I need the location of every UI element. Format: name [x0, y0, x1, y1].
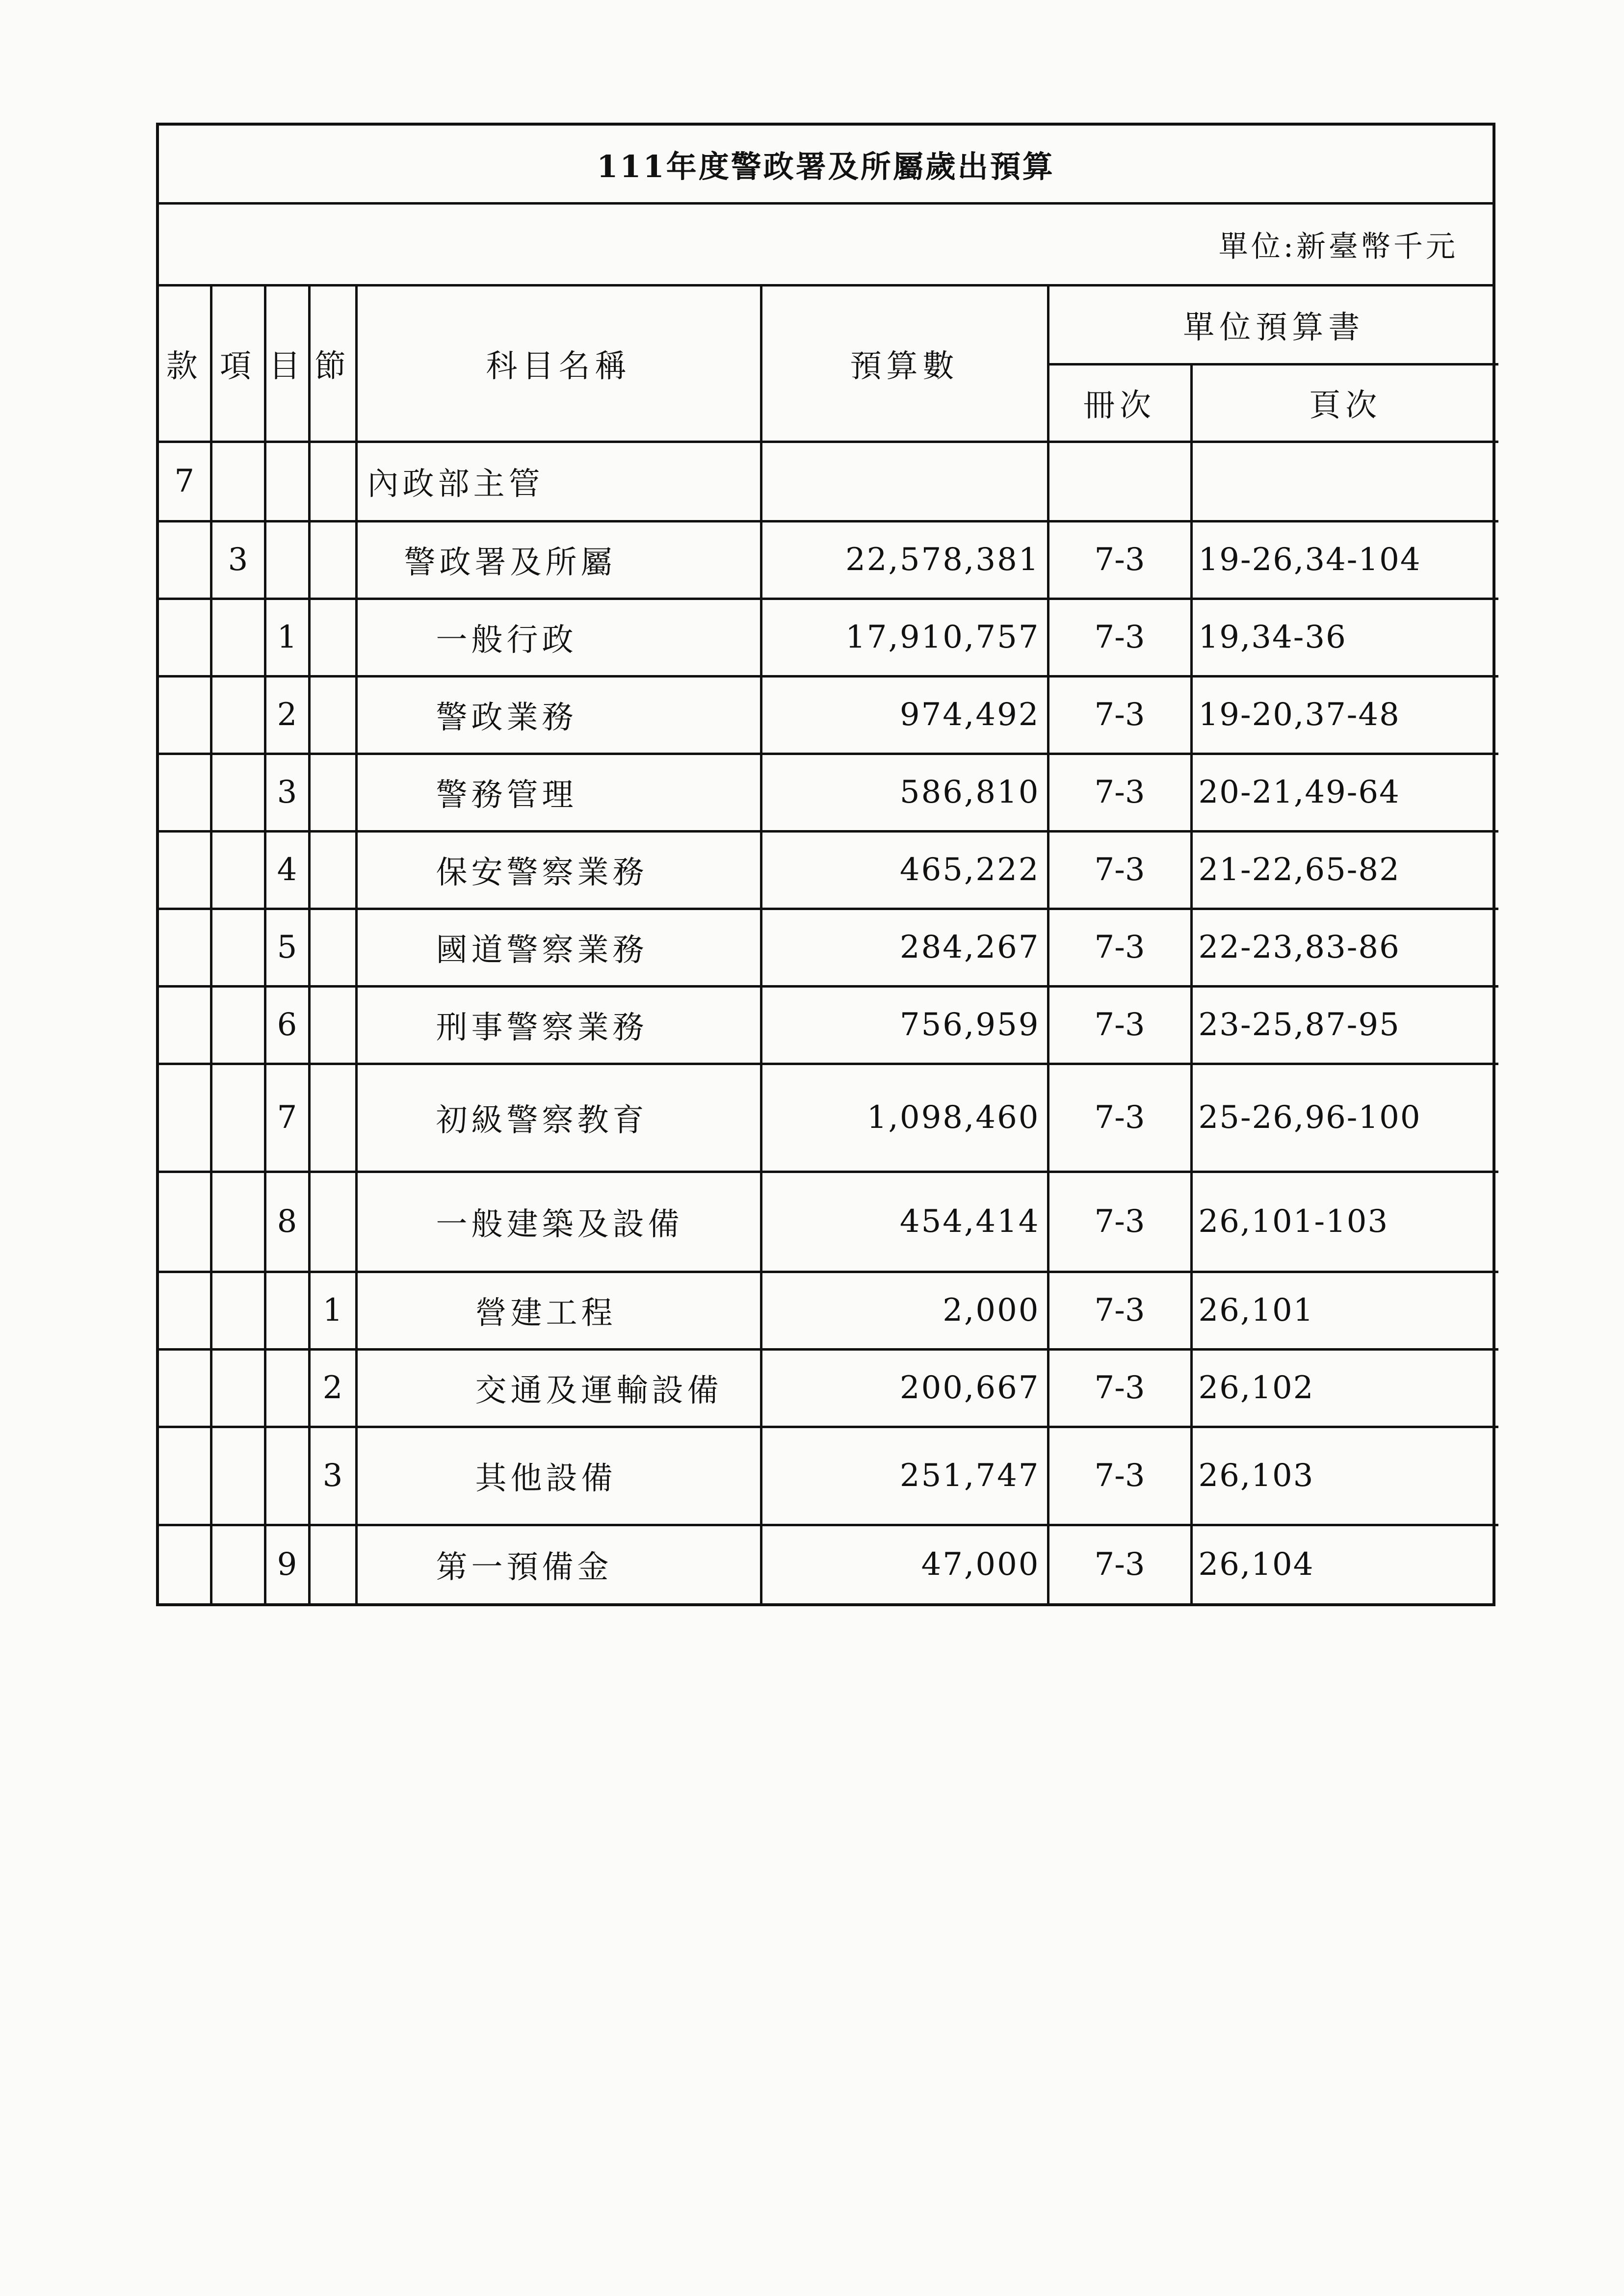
table-row	[159, 754, 1498, 831]
cell-kuan	[159, 1272, 211, 1349]
unit-note: 單位:新臺幣千元	[159, 205, 1493, 287]
cell-pages: 22-23,83-86	[1191, 909, 1498, 986]
cell-kuan	[159, 676, 211, 754]
cell-amount: 22,578,381	[761, 521, 1048, 599]
cell-xiang	[211, 1064, 265, 1172]
cell-xiang	[211, 442, 265, 521]
cell-volume: 7-3	[1048, 1064, 1191, 1172]
cell-volume: 7-3	[1048, 754, 1191, 831]
cell-pages: 26,101-103	[1191, 1172, 1498, 1272]
cell-pages: 19,34-36	[1191, 599, 1498, 676]
cell-mu	[265, 1349, 309, 1427]
cell-jie	[309, 754, 356, 831]
header-xiang: 項	[211, 287, 265, 442]
cell-name: 警務管理	[356, 754, 761, 831]
cell-xiang	[211, 676, 265, 754]
table-row	[159, 986, 1498, 1064]
header-kuan: 款	[159, 287, 211, 442]
cell-xiang	[211, 909, 265, 986]
cell-amount: 974,492	[761, 676, 1048, 754]
cell-kuan	[159, 986, 211, 1064]
table-row	[159, 1525, 1498, 1603]
table-row	[159, 1349, 1498, 1427]
cell-volume: 7-3	[1048, 909, 1191, 986]
cell-pages	[1191, 442, 1498, 521]
cell-name: 交通及運輸設備	[356, 1349, 761, 1427]
table-row	[159, 599, 1498, 676]
cell-mu	[265, 1427, 309, 1525]
header-mu: 目	[265, 287, 309, 442]
cell-amount	[761, 442, 1048, 521]
cell-pages: 19-20,37-48	[1191, 676, 1498, 754]
cell-volume: 7-3	[1048, 1172, 1191, 1272]
cell-amount: 200,667	[761, 1349, 1048, 1427]
cell-kuan	[159, 1427, 211, 1525]
cell-xiang	[211, 831, 265, 909]
table-row	[159, 1064, 1498, 1172]
header-jie: 節	[309, 287, 356, 442]
cell-volume: 7-3	[1048, 521, 1191, 599]
cell-amount: 1,098,460	[761, 1064, 1048, 1172]
cell-xiang: 3	[211, 521, 265, 599]
cell-mu: 6	[265, 986, 309, 1064]
cell-name: 營建工程	[356, 1272, 761, 1349]
cell-amount: 284,267	[761, 909, 1048, 986]
cell-volume: 7-3	[1048, 1525, 1191, 1603]
cell-volume: 7-3	[1048, 1272, 1191, 1349]
cell-jie	[309, 1525, 356, 1603]
cell-mu: 9	[265, 1525, 309, 1603]
cell-pages: 23-25,87-95	[1191, 986, 1498, 1064]
cell-name: 一般建築及設備	[356, 1172, 761, 1272]
cell-kuan: 7	[159, 442, 211, 521]
document-title: 111年度警政署及所屬歲出預算	[159, 126, 1493, 205]
header-unit-budget-book: 單位預算書	[1048, 287, 1498, 364]
cell-kuan	[159, 1349, 211, 1427]
cell-jie	[309, 831, 356, 909]
cell-pages: 19-26,34-104	[1191, 521, 1498, 599]
table-body	[159, 442, 1498, 1603]
cell-jie: 2	[309, 1349, 356, 1427]
cell-volume: 7-3	[1048, 676, 1191, 754]
header-amount: 預算數	[761, 287, 1048, 442]
cell-volume: 7-3	[1048, 599, 1191, 676]
cell-kuan	[159, 599, 211, 676]
cell-mu: 2	[265, 676, 309, 754]
cell-volume: 7-3	[1048, 1427, 1191, 1525]
cell-xiang	[211, 1427, 265, 1525]
cell-kuan	[159, 1172, 211, 1272]
cell-jie	[309, 599, 356, 676]
cell-name: 國道警察業務	[356, 909, 761, 986]
cell-mu: 8	[265, 1172, 309, 1272]
cell-name: 第一預備金	[356, 1525, 761, 1603]
cell-mu: 7	[265, 1064, 309, 1172]
cell-name: 內政部主管	[356, 442, 761, 521]
cell-kuan	[159, 521, 211, 599]
cell-kuan	[159, 1525, 211, 1603]
cell-amount: 586,810	[761, 754, 1048, 831]
table-row	[159, 1272, 1498, 1349]
cell-amount: 756,959	[761, 986, 1048, 1064]
cell-jie: 1	[309, 1272, 356, 1349]
cell-name: 警政署及所屬	[356, 521, 761, 599]
table-row	[159, 1427, 1498, 1525]
table-row	[159, 1172, 1498, 1272]
cell-jie	[309, 1064, 356, 1172]
cell-mu: 3	[265, 754, 309, 831]
cell-pages: 21-22,65-82	[1191, 831, 1498, 909]
cell-amount: 251,747	[761, 1427, 1048, 1525]
cell-name: 初級警察教育	[356, 1064, 761, 1172]
cell-jie: 3	[309, 1427, 356, 1525]
cell-kuan	[159, 1064, 211, 1172]
cell-pages: 25-26,96-100	[1191, 1064, 1498, 1172]
cell-xiang	[211, 1272, 265, 1349]
cell-jie	[309, 1172, 356, 1272]
cell-mu: 1	[265, 599, 309, 676]
cell-mu: 4	[265, 831, 309, 909]
cell-kuan	[159, 831, 211, 909]
cell-amount: 465,222	[761, 831, 1048, 909]
table-row	[159, 442, 1498, 521]
table-row	[159, 521, 1498, 599]
cell-mu	[265, 442, 309, 521]
budget-table	[159, 287, 1498, 1603]
cell-mu: 5	[265, 909, 309, 986]
cell-volume	[1048, 442, 1191, 521]
cell-xiang	[211, 599, 265, 676]
cell-volume: 7-3	[1048, 1349, 1191, 1427]
cell-xiang	[211, 1172, 265, 1272]
cell-mu	[265, 521, 309, 599]
cell-name: 保安警察業務	[356, 831, 761, 909]
cell-xiang	[211, 1525, 265, 1603]
cell-kuan	[159, 909, 211, 986]
cell-jie	[309, 521, 356, 599]
cell-volume: 7-3	[1048, 831, 1191, 909]
budget-sheet	[156, 123, 1495, 1606]
cell-pages: 26,104	[1191, 1525, 1498, 1603]
cell-amount: 2,000	[761, 1272, 1048, 1349]
cell-pages: 20-21,49-64	[1191, 754, 1498, 831]
cell-jie	[309, 909, 356, 986]
cell-pages: 26,103	[1191, 1427, 1498, 1525]
table-row	[159, 676, 1498, 754]
cell-jie	[309, 986, 356, 1064]
cell-kuan	[159, 754, 211, 831]
cell-amount: 47,000	[761, 1525, 1048, 1603]
cell-pages: 26,101	[1191, 1272, 1498, 1349]
cell-xiang	[211, 754, 265, 831]
cell-xiang	[211, 1349, 265, 1427]
cell-jie	[309, 442, 356, 521]
cell-amount: 454,414	[761, 1172, 1048, 1272]
cell-xiang	[211, 986, 265, 1064]
cell-name: 其他設備	[356, 1427, 761, 1525]
header-name: 科目名稱	[356, 287, 761, 442]
cell-jie	[309, 676, 356, 754]
cell-amount: 17,910,757	[761, 599, 1048, 676]
cell-volume: 7-3	[1048, 986, 1191, 1064]
table-row	[159, 831, 1498, 909]
cell-name: 一般行政	[356, 599, 761, 676]
header-volume: 冊次	[1048, 364, 1191, 442]
cell-pages: 26,102	[1191, 1349, 1498, 1427]
table-row	[159, 909, 1498, 986]
header-page: 頁次	[1191, 364, 1498, 442]
cell-name: 刑事警察業務	[356, 986, 761, 1064]
cell-mu	[265, 1272, 309, 1349]
cell-name: 警政業務	[356, 676, 761, 754]
